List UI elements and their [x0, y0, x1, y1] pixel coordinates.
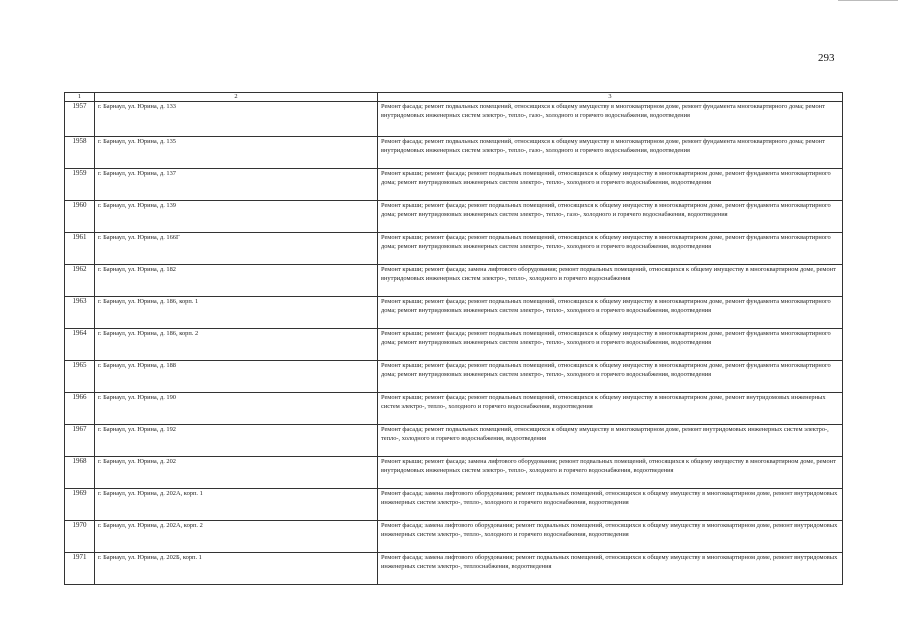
table-row [65, 137, 843, 169]
table-row [65, 521, 843, 553]
row-number: 1957 [65, 102, 95, 137]
row-address: г. Барнаул, ул. Юрина, д. 137 [95, 169, 378, 201]
table-row [65, 393, 843, 425]
row-works: Ремонт фасада; ремонт подвальных помещений, относящихся к общему имуществу в многоквартирном доме, ремонт фундамента многоквартирного дома; ремонт внутридомовых инженерных систем электро-, тепло-, газо-, холодного и горячего водоснабжения, водоотведения [378, 102, 843, 137]
row-number: 1959 [65, 169, 95, 201]
table-row [65, 201, 843, 233]
row-address: г. Барнаул, ул. Юрина, д. 188 [95, 361, 378, 393]
row-works: Ремонт крыши; ремонт фасада; ремонт подвальных помещений, относящихся к общему имуществу в многоквартирном доме, ремонт фундамента многоквартирного дома; ремонт внутридомовых инженерных систем электро-, тепло-, холодного и горячего водоснабжения, водоотведения [378, 233, 843, 265]
row-works: Ремонт крыши; ремонт фасада; ремонт подвальных помещений, относящихся к общему имуществу в многоквартирном доме, ремонт фундамента многоквартирного дома; ремонт внутридомовых инженерных систем электро-, тепло-, газо-, холодного и горячего водоснабжения, водоотведения [378, 201, 843, 233]
row-number: 1958 [65, 137, 95, 169]
row-works: Ремонт фасада; замена лифтового оборудования; ремонт подвальных помещений, относящихся к общему имуществу в многоквартирном доме, ремонт внутридомовых инженерных систем электро-, теплоснабжения, водоотведения [378, 553, 843, 585]
table-row [65, 233, 843, 265]
row-works: Ремонт крыши; ремонт фасада; ремонт подвальных помещений, относящихся к общему имуществу в многоквартирном доме, ремонт фундамента многоквартирного дома; ремонт внутридомовых инженерных систем электро-, тепло-, холодного и горячего водоснабжения, водоотведения [378, 297, 843, 329]
row-address: г. Барнаул, ул. Юрина, д. 133 [95, 102, 378, 137]
page-number: 293 [818, 52, 835, 64]
table-row [65, 102, 843, 137]
row-address: г. Барнаул, ул. Юрина, д. 190 [95, 393, 378, 425]
row-number: 1967 [65, 425, 95, 457]
row-number: 1968 [65, 457, 95, 489]
table-row [65, 265, 843, 297]
row-works: Ремонт фасада; замена лифтового оборудования; ремонт подвальных помещений, относящихся к общему имуществу в многоквартирном доме, ремонт внутридомовых инженерных систем электро-, тепло-, холодного и горячего водоснабжения, водоотведения [378, 489, 843, 521]
row-number: 1969 [65, 489, 95, 521]
row-address: г. Барнаул, ул. Юрина, д. 192 [95, 425, 378, 457]
row-number: 1966 [65, 393, 95, 425]
row-works: Ремонт фасада; замена лифтового оборудования; ремонт подвальных помещений, относящихся к общему имуществу в многоквартирном доме, ремонт внутридомовых инженерных систем электро-, тепло-, холодного и горячего водоснабжения, водоотведения [378, 521, 843, 553]
row-works: Ремонт крыши; ремонт фасада; замена лифтового оборудования; ремонт подвальных помещений, относящихся к общему имуществу в многоквартирном доме, ремонт внутридомовых инженерных систем электро-, тепло-, холодного и горячего водоснабжения [378, 265, 843, 297]
row-works: Ремонт крыши; ремонт фасада; ремонт подвальных помещений, относящихся к общему имуществу в многоквартирном доме, ремонт внутридомовых инженерных систем электро-, тепло-, холодного и горячего водоснабжения, водоотведения [378, 393, 843, 425]
row-works: Ремонт фасада; ремонт подвальных помещений, относящихся к общему имуществу в многоквартирном доме, ремонт фундамента многоквартирного дома; ремонт внутридомовых инженерных систем электро-, тепло-, газо-, холодного и горячего водоснабжения, водоотведения [378, 137, 843, 169]
row-number: 1964 [65, 329, 95, 361]
row-number: 1962 [65, 265, 95, 297]
row-address: г. Барнаул, ул. Юрина, д. 186, корп. 2 [95, 329, 378, 361]
row-number: 1971 [65, 553, 95, 585]
row-number: 1963 [65, 297, 95, 329]
column-header-2: 2 [95, 93, 378, 102]
row-address: г. Барнаул, ул. Юрина, д. 202А, корп. 2 [95, 521, 378, 553]
row-address: г. Барнаул, ул. Юрина, д. 202Б, корп. 1 [95, 553, 378, 585]
row-number: 1965 [65, 361, 95, 393]
row-number: 1960 [65, 201, 95, 233]
row-works: Ремонт фасада; ремонт подвальных помещений, относящихся к общему имуществу в многоквартирном доме, ремонт внутридомовых инженерных систем электро-, тепло-, холодного и горячего водоснабжения, водоотведения [378, 425, 843, 457]
row-works: Ремонт крыши; ремонт фасада; ремонт подвальных помещений, относящихся к общему имуществу в многоквартирном доме, ремонт фундамента многоквартирного дома; ремонт внутридомовых инженерных систем электро-, тепло-, холодного и горячего водоснабжения, водоотведения [378, 361, 843, 393]
row-works: Ремонт крыши; ремонт фасада; ремонт подвальных помещений, относящихся к общему имуществу в многоквартирном доме, ремонт фундамента многоквартирного дома; ремонт внутридомовых инженерных систем электро-, тепло-, холодного и горячего водоснабжения, водоотведения [378, 169, 843, 201]
row-address: г. Барнаул, ул. Юрина, д. 139 [95, 201, 378, 233]
row-number: 1961 [65, 233, 95, 265]
table-row [65, 553, 843, 585]
table-header-row [65, 93, 843, 102]
row-address: г. Барнаул, ул. Юрина, д. 182 [95, 265, 378, 297]
column-header-3: 3 [378, 93, 843, 102]
table-row [65, 169, 843, 201]
row-works: Ремонт крыши; ремонт фасада; ремонт подвальных помещений, относящихся к общему имуществу в многоквартирном доме, ремонт фундамента многоквартирного дома; ремонт внутридомовых инженерных систем электро-, тепло-, холодного и горячего водоснабжения, водоотведения [378, 329, 843, 361]
table-row [65, 297, 843, 329]
table-row [65, 361, 843, 393]
row-works: Ремонт крыши; ремонт фасада; замена лифтового оборудования; ремонт подвальных помещений, относящихся к общему имуществу в многоквартирном доме, ремонт внутридомовых инженерных систем электро-, тепло-, холодного и горячего водоснабжения, водоотведения [378, 457, 843, 489]
table-row [65, 425, 843, 457]
row-address: г. Барнаул, ул. Юрина, д. 166Г [95, 233, 378, 265]
row-address: г. Барнаул, ул. Юрина, д. 202 [95, 457, 378, 489]
table-row [65, 329, 843, 361]
row-number: 1970 [65, 521, 95, 553]
table-row [65, 489, 843, 521]
row-address: г. Барнаул, ул. Юрина, д. 202А, корп. 1 [95, 489, 378, 521]
capital-repair-table [64, 92, 843, 585]
column-header-1: 1 [65, 93, 95, 102]
scan-edge-mark [838, 0, 898, 1]
table-row [65, 457, 843, 489]
row-address: г. Барнаул, ул. Юрина, д. 186, корп. 1 [95, 297, 378, 329]
row-address: г. Барнаул, ул. Юрина, д. 135 [95, 137, 378, 169]
